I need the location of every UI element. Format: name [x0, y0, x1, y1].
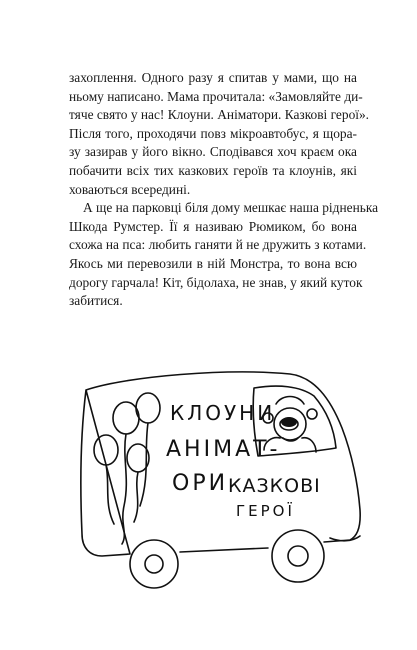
van-text-heroes: ГЕРОЇ	[236, 502, 295, 520]
text-line: дорогу гарчала! Кіт, бідолаха, не знав, у який куток	[69, 274, 363, 290]
balloon	[94, 435, 118, 465]
van-text-animators-end: ОРИ	[172, 471, 229, 496]
text-line: забитися.	[69, 293, 123, 309]
page-text	[69, 69, 379, 311]
text-line: ховаються всередині.	[69, 181, 191, 197]
text-line: Шкода Румстер. Її я називаю Рюмиком, бо вона	[69, 218, 357, 234]
van-drawing	[68, 358, 368, 608]
text-line: Якось ми перевозили в ній Монстра, то вона всю	[69, 255, 357, 271]
text-line: тяче свято у нас! Клоуни. Аніматори. Казкові герої».	[69, 107, 370, 123]
text-line: захоплення. Одного разу я спитав у мами, що на	[69, 70, 357, 85]
text-line: А ще на парковці біля дому мешкає наша рідненька	[83, 200, 379, 216]
van-text-animators: АНІМАТ-	[166, 437, 281, 462]
van-illustration	[68, 358, 368, 608]
text-line: ньому написано. Мама прочитала: «Замовляйте ди-	[69, 88, 363, 104]
text-line: Після того, проходячи повз мікроавтобус, я щора-	[69, 125, 357, 141]
paragraph-1	[69, 69, 370, 199]
text-line: побачити всіх тих казкових героїв та клоунів, які	[69, 162, 357, 178]
rear-wheel	[130, 540, 178, 588]
text-line: схожа на пса: любить ганяти й не дружить з котами.	[69, 237, 367, 253]
balloon	[136, 393, 160, 423]
van-text-fairytale: КАЗКОВІ	[228, 475, 321, 497]
van-text-clowns: КЛОУНИ	[170, 401, 276, 425]
paragraph-2	[69, 199, 379, 311]
text-line: зу зазирав у його вікно. Сподівався хоч краєм ока	[69, 144, 357, 160]
balloon	[113, 402, 139, 434]
van-body	[81, 372, 360, 556]
front-wheel	[272, 530, 324, 582]
